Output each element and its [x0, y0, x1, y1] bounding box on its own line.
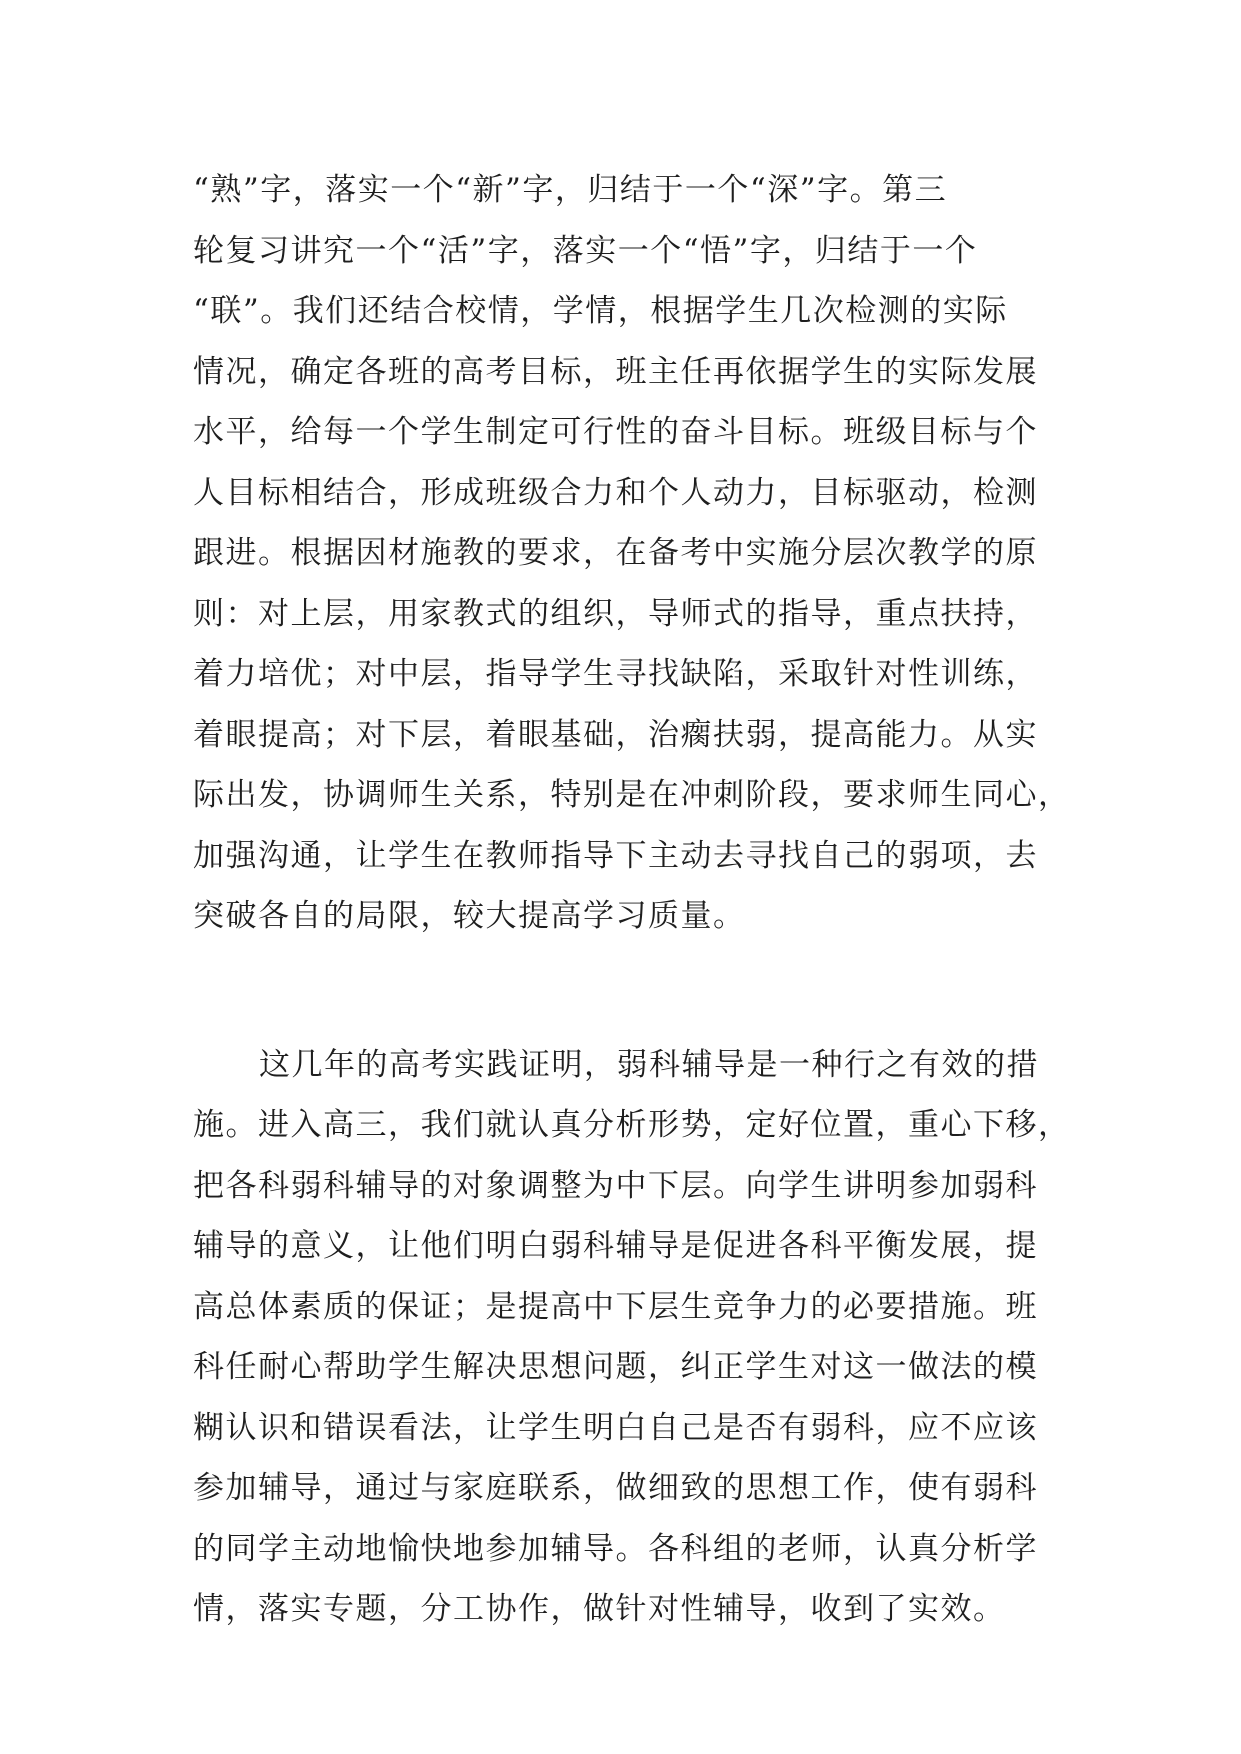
text-line: 高总体素质的保证；是提高中下层生竞争力的必要措施。班 [193, 1288, 1038, 1325]
text-line: “熟”字，落实一个“新”字，归结于一个“深”字。第三 [193, 172, 948, 208]
text-line: 水平，给每一个学生制定可行性的奋斗目标。班级目标与个 [193, 414, 1038, 450]
text-line: 人目标相结合，形成班级合力和个人动力，目标驱动，检测 [193, 474, 1038, 511]
text-line: 科任耐心帮助学生解决思想问题，纠正学生对这一做法的模 [193, 1349, 1038, 1385]
text-line: 施。进入高三，我们就认真分析形势，定好位置，重心下移， [193, 1107, 1071, 1143]
document-body [193, 160, 1073, 1640]
text-line: 突破各自的局限，较大提高学习质量。 [193, 898, 746, 934]
text-line: 辅导的意义，让他们明白弱科辅导是促进各科平衡发展，提 [193, 1228, 1038, 1264]
text-line: 跟进。根据因材施教的要求，在备考中实施分层次教学的原 [193, 535, 1038, 571]
paragraph-1 [193, 160, 1073, 947]
text-line: 加强沟通，让学生在教师指导下主动去寻找自己的弱项，去 [193, 837, 1038, 874]
text-line: 着眼提高；对下层，着眼基础，治瘸扶弱，提高能力。从实 [193, 716, 1038, 753]
text-line-first: 这几年的高考实践证明，弱科辅导是一种行之有效的措 [259, 1046, 1039, 1083]
text-line: 情，落实专题，分工协作，做针对性辅导，收到了实效。 [193, 1591, 1006, 1627]
paragraph-2 [193, 1035, 1073, 1640]
text-line: 糊认识和错误看法，让学生明白自己是否有弱科，应不应该 [193, 1409, 1038, 1446]
text-line: 情况，确定各班的高考目标，班主任再依据学生的实际发展 [193, 353, 1038, 390]
text-line: 着力培优；对中层，指导学生寻找缺陷，采取针对性训练， [193, 656, 1038, 692]
text-line: 参加辅导，通过与家庭联系，做细致的思想工作，使有弱科 [193, 1470, 1038, 1506]
text-line: 轮复习讲究一个“活”字，落实一个“悟”字，归结于一个 [193, 232, 978, 269]
paragraph-spacer [193, 947, 1073, 1035]
text-line: 际出发，协调师生关系，特别是在冲刺阶段，要求师生同心， [193, 777, 1071, 813]
text-line: 则：对上层，用家教式的组织，导师式的指导，重点扶持， [193, 595, 1038, 632]
text-line: “联”。我们还结合校情，学情，根据学生几次检测的实际 [193, 293, 1008, 329]
text-line: 把各科弱科辅导的对象调整为中下层。向学生讲明参加弱科 [193, 1167, 1038, 1204]
text-line: 的同学主动地愉快地参加辅导。各科组的老师，认真分析学 [193, 1530, 1038, 1567]
